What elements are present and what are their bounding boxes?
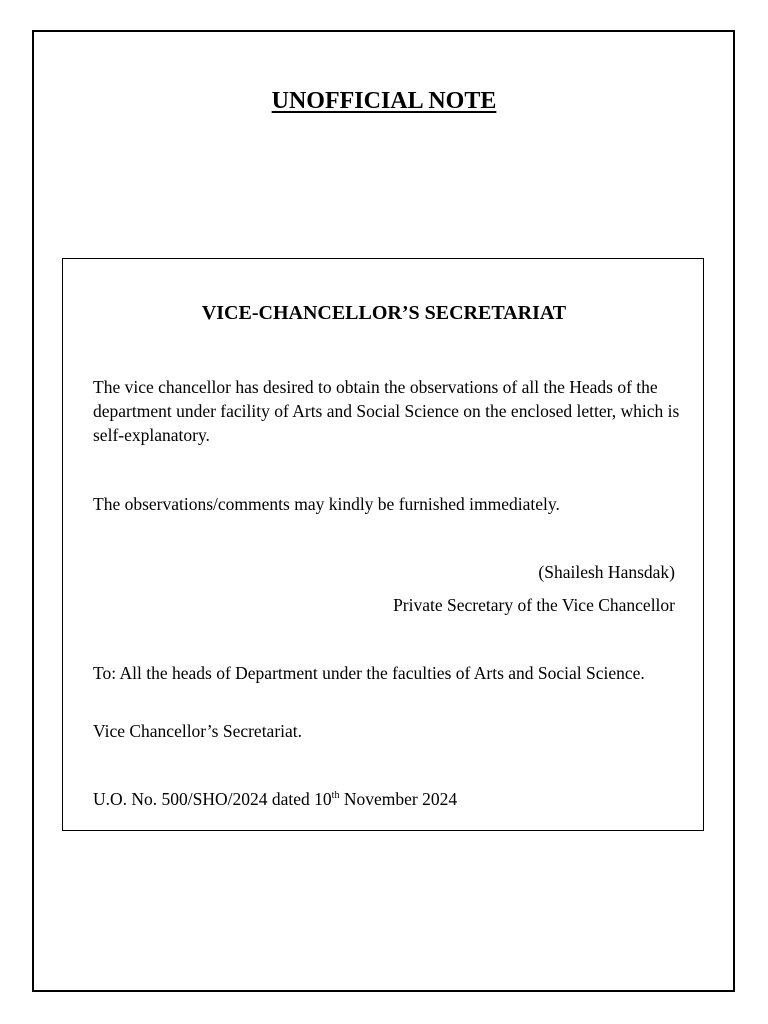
note-box xyxy=(62,258,704,831)
document-title: UNOFFICIAL NOTE xyxy=(271,88,497,114)
reference-ordinal-suffix: th xyxy=(331,790,340,802)
office-heading: VICE-CHANCELLOR’S SECRETARIAT xyxy=(201,302,567,324)
body-paragraph-1: The vice chancellor has desired to obtain the observations of all the Heads of the department under facility of Arts and Social Science on the enclosed letter, which is self-explanatory. xyxy=(93,377,680,445)
recipients-line: To: All the heads of Department under the faculties of Arts and Social Science. xyxy=(93,663,645,683)
recipient-office: Vice Chancellor’s Secretariat. xyxy=(93,721,303,741)
body-paragraph-2: The observations/comments may kindly be furnished immediately. xyxy=(93,494,560,514)
reference-line xyxy=(93,787,683,811)
signatory-designation: Private Secretary of the Vice Chancellor xyxy=(393,595,675,615)
reference-prefix: U.O. No. 500/SHO/2024 dated 10 xyxy=(93,789,332,809)
reference-suffix: November 2024 xyxy=(339,789,458,809)
signatory-name: (Shailesh Hansdak) xyxy=(538,562,675,582)
